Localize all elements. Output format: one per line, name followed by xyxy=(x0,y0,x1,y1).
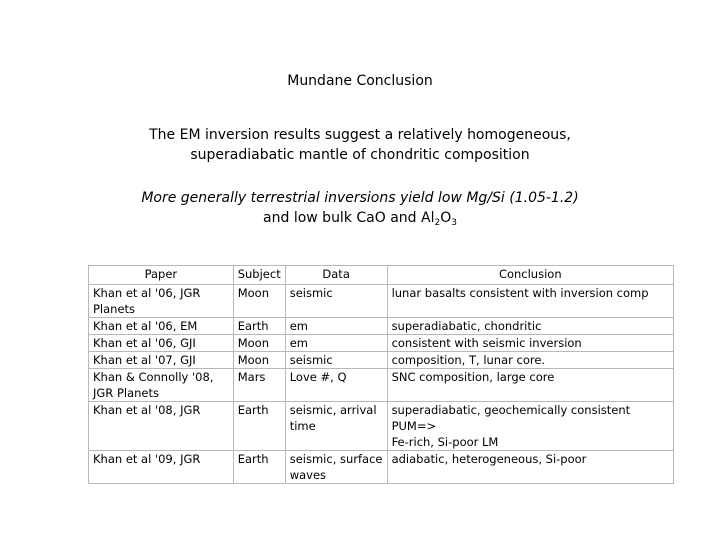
cell-data xyxy=(285,451,387,484)
table-row xyxy=(89,285,674,318)
terrestrial-line-2 xyxy=(0,208,720,228)
papers-table xyxy=(88,265,674,484)
cell-conclusion xyxy=(387,369,673,402)
table-row xyxy=(89,318,674,335)
cell-paper-line: Khan et al '06, GJI xyxy=(93,336,196,350)
cell-subject-line: Moon xyxy=(237,336,270,350)
cell-subject xyxy=(233,352,285,369)
oxide-o: O xyxy=(440,210,452,226)
cell-paper xyxy=(89,402,234,451)
cell-subject xyxy=(233,335,285,352)
cell-subject-line: Moon xyxy=(237,353,270,367)
cell-conclusion-line: Fe-rich, Si-poor LM xyxy=(391,435,499,449)
cell-conclusion xyxy=(387,335,673,352)
cell-conclusion xyxy=(387,318,673,335)
cell-paper xyxy=(89,369,234,402)
cell-subject xyxy=(233,402,285,451)
cell-paper-line: Planets xyxy=(93,302,136,316)
table-body xyxy=(89,285,674,484)
cell-conclusion-line: consistent with seismic inversion xyxy=(391,336,582,350)
em-inversion-line-1: The EM inversion results suggest a relatively homogeneous, xyxy=(149,127,571,143)
cell-data-line: Love #, Q xyxy=(289,370,347,384)
cell-paper-line: Khan et al '06, EM xyxy=(93,319,198,333)
cell-subject-line: Earth xyxy=(237,403,269,417)
cell-conclusion-line: composition, T, lunar core. xyxy=(391,353,546,367)
cell-paper xyxy=(89,285,234,318)
terrestrial-line-1: More generally terrestrial inversions yield low Mg/Si (1.05-1.2) xyxy=(141,190,579,206)
header-data: Data xyxy=(285,266,387,285)
cell-paper-line: JGR Planets xyxy=(93,386,159,400)
cell-data-line: waves xyxy=(289,468,327,482)
cell-paper xyxy=(89,352,234,369)
cell-conclusion-line: lunar basalts consistent with inversion comp xyxy=(391,286,649,300)
terrestrial-line-2-text: and low bulk CaO and Al xyxy=(263,210,435,226)
cell-subject xyxy=(233,318,285,335)
cell-conclusion-line: superadiabatic, chondritic xyxy=(391,319,542,333)
cell-data-line: time xyxy=(289,419,316,433)
cell-data xyxy=(285,285,387,318)
cell-subject-line: Earth xyxy=(237,452,269,466)
cell-paper-line: Khan et al '06, JGR xyxy=(93,286,201,300)
table-header-row xyxy=(89,266,674,285)
cell-paper xyxy=(89,318,234,335)
cell-data xyxy=(285,402,387,451)
cell-data-line: seismic, surface xyxy=(289,452,383,466)
cell-subject xyxy=(233,369,285,402)
cell-conclusion xyxy=(387,285,673,318)
cell-data-line: seismic xyxy=(289,353,333,367)
table-row xyxy=(89,402,674,451)
cell-paper-line: Khan et al '08, JGR xyxy=(93,403,201,417)
cell-conclusion-line: adiabatic, heterogeneous, Si-poor xyxy=(391,452,587,466)
cell-subject-line: Earth xyxy=(237,319,269,333)
header-conclusion: Conclusion xyxy=(387,266,673,285)
table-row xyxy=(89,369,674,402)
cell-data-line: em xyxy=(289,336,308,350)
table-row xyxy=(89,335,674,352)
cell-paper xyxy=(89,451,234,484)
cell-data-line: em xyxy=(289,319,308,333)
em-inversion-paragraph xyxy=(0,125,720,165)
header-subject: Subject xyxy=(233,266,285,285)
cell-subject-line: Mars xyxy=(237,370,266,384)
cell-paper-line: Khan & Connolly '08, xyxy=(93,370,214,384)
cell-data xyxy=(285,318,387,335)
cell-data xyxy=(285,352,387,369)
terrestrial-inversions-paragraph xyxy=(0,188,720,228)
cell-subject-line: Moon xyxy=(237,286,270,300)
table-row xyxy=(89,352,674,369)
cell-subject xyxy=(233,285,285,318)
cell-data-line: seismic, arrival xyxy=(289,403,377,417)
header-paper: Paper xyxy=(89,266,234,285)
cell-data xyxy=(285,369,387,402)
cell-paper-line: Khan et al '09, JGR xyxy=(93,452,201,466)
cell-paper xyxy=(89,335,234,352)
cell-conclusion xyxy=(387,352,673,369)
slide-title: Mundane Conclusion xyxy=(287,73,433,89)
al-subscript: 2 xyxy=(434,218,441,228)
o-subscript: 3 xyxy=(451,218,457,228)
cell-conclusion xyxy=(387,451,673,484)
cell-data-line: seismic xyxy=(289,286,333,300)
em-inversion-line-2: superadiabatic mantle of chondritic composition xyxy=(190,147,530,163)
table-row xyxy=(89,451,674,484)
cell-subject xyxy=(233,451,285,484)
cell-data xyxy=(285,335,387,352)
cell-paper-line: Khan et al '07, GJI xyxy=(93,353,196,367)
cell-conclusion xyxy=(387,402,673,451)
cell-conclusion-line: SNC composition, large core xyxy=(391,370,555,384)
cell-conclusion-line: superadiabatic, geochemically consistent PUM=> xyxy=(391,403,631,433)
